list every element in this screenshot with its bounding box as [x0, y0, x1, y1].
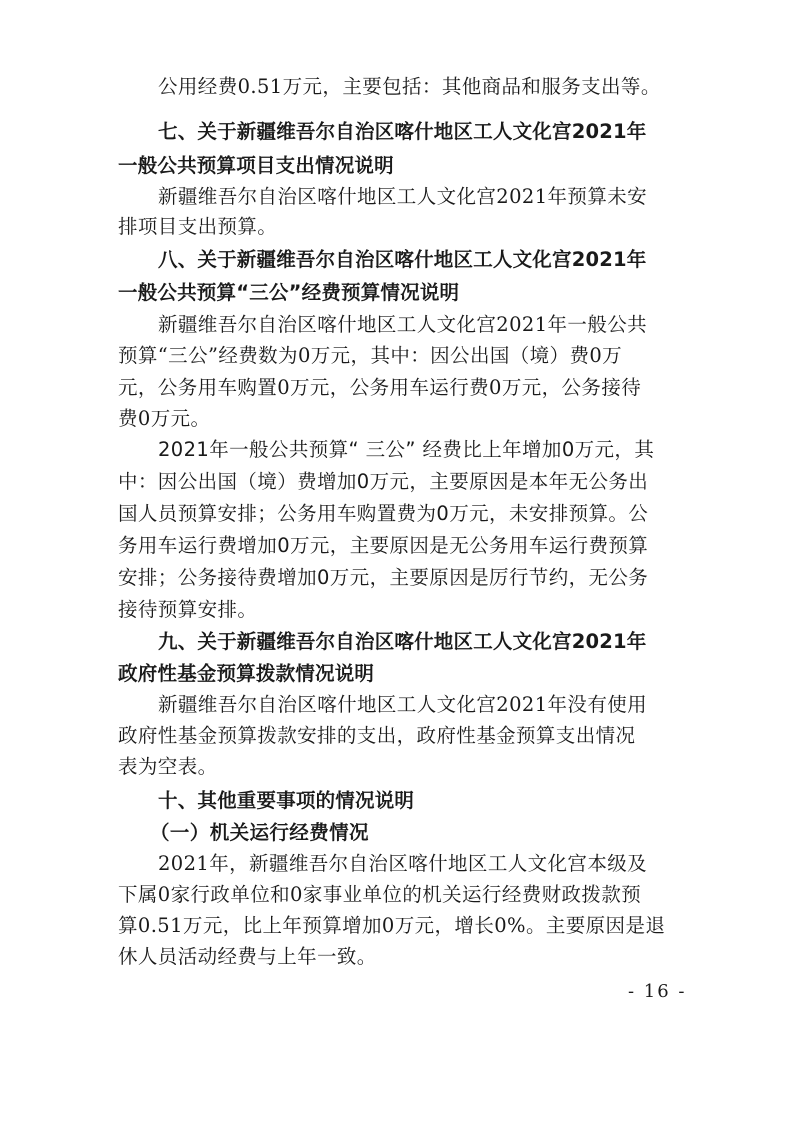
section-heading-8-line-1: 八、关于新疆维吾尔自治区喀什地区工人文化宫2021年	[158, 248, 647, 271]
paragraph-line: 表为空表。	[118, 755, 218, 778]
paragraph-line: 接待预算安排。	[118, 598, 258, 621]
paragraph-line: 新疆维吾尔自治区喀什地区工人文化宫2021年没有使用	[158, 693, 648, 716]
paragraph-line: 新疆维吾尔自治区喀什地区工人文化宫2021年一般公共	[158, 313, 648, 336]
paragraph-line: 2021年一般公共预算“ 三公” 经费比上年增加0万元，其	[158, 438, 655, 461]
paragraph-line: 安排；公务接待费增加0万元，主要原因是厉行节约，无公务	[118, 566, 649, 589]
paragraph-line: 休人员活动经费与上年一致。	[118, 945, 377, 968]
section-heading-9-line-2: 政府性基金预算拨款情况说明	[118, 662, 375, 685]
section-heading-8-line-2: 一般公共预算“三公”经费预算情况说明	[118, 281, 460, 304]
paragraph-line: 政府性基金预算拨款安排的支出，政府性基金预算支出情况	[118, 724, 636, 747]
section-heading-9-line-1: 九、关于新疆维吾尔自治区喀什地区工人文化宫2021年	[158, 630, 647, 653]
section-heading-7-line-2: 一般公共预算项目支出情况说明	[118, 154, 394, 177]
paragraph-line: 预算“三公”经费数为0万元，其中：因公出国（境）费0万	[118, 344, 623, 367]
paragraph-line: 元，公务用车购置0万元，公务用车运行费0万元，公务接待	[118, 376, 642, 399]
paragraph-line: 国人员预算安排；公务用车购置费为0万元，未安排预算。公	[118, 502, 649, 525]
paragraph-line: 新疆维吾尔自治区喀什地区工人文化宫2021年预算未安	[158, 185, 648, 208]
paragraph-line: 公用经费0.51万元，主要包括：其他商品和服务支出等。	[158, 75, 661, 98]
paragraph-line: 排项目支出预算。	[118, 215, 278, 238]
section-heading-7-line-1: 七、关于新疆维吾尔自治区喀什地区工人文化宫2021年	[158, 120, 647, 143]
page-number: - 16 -	[628, 981, 687, 1002]
paragraph-line: 中：因公出国（境）费增加0万元，主要原因是本年无公务出	[118, 470, 649, 493]
paragraph-line: 务用车运行费增加0万元，主要原因是无公务用车运行费预算	[118, 534, 649, 557]
paragraph-line: 2021年，新疆维吾尔自治区喀什地区工人文化宫本级及	[158, 852, 648, 875]
section-heading-10: 十、其他重要事项的情况说明	[158, 789, 415, 812]
paragraph-line: 算0.51万元，比上年预算增加0万元，增长0%。主要原因是退	[118, 914, 666, 937]
subsection-heading: （一）机关运行经费情况	[150, 821, 369, 844]
paragraph-line: 下属0家行政单位和0家事业单位的机关运行经费财政拨款预	[118, 883, 642, 906]
paragraph-line: 费0万元。	[118, 407, 211, 430]
